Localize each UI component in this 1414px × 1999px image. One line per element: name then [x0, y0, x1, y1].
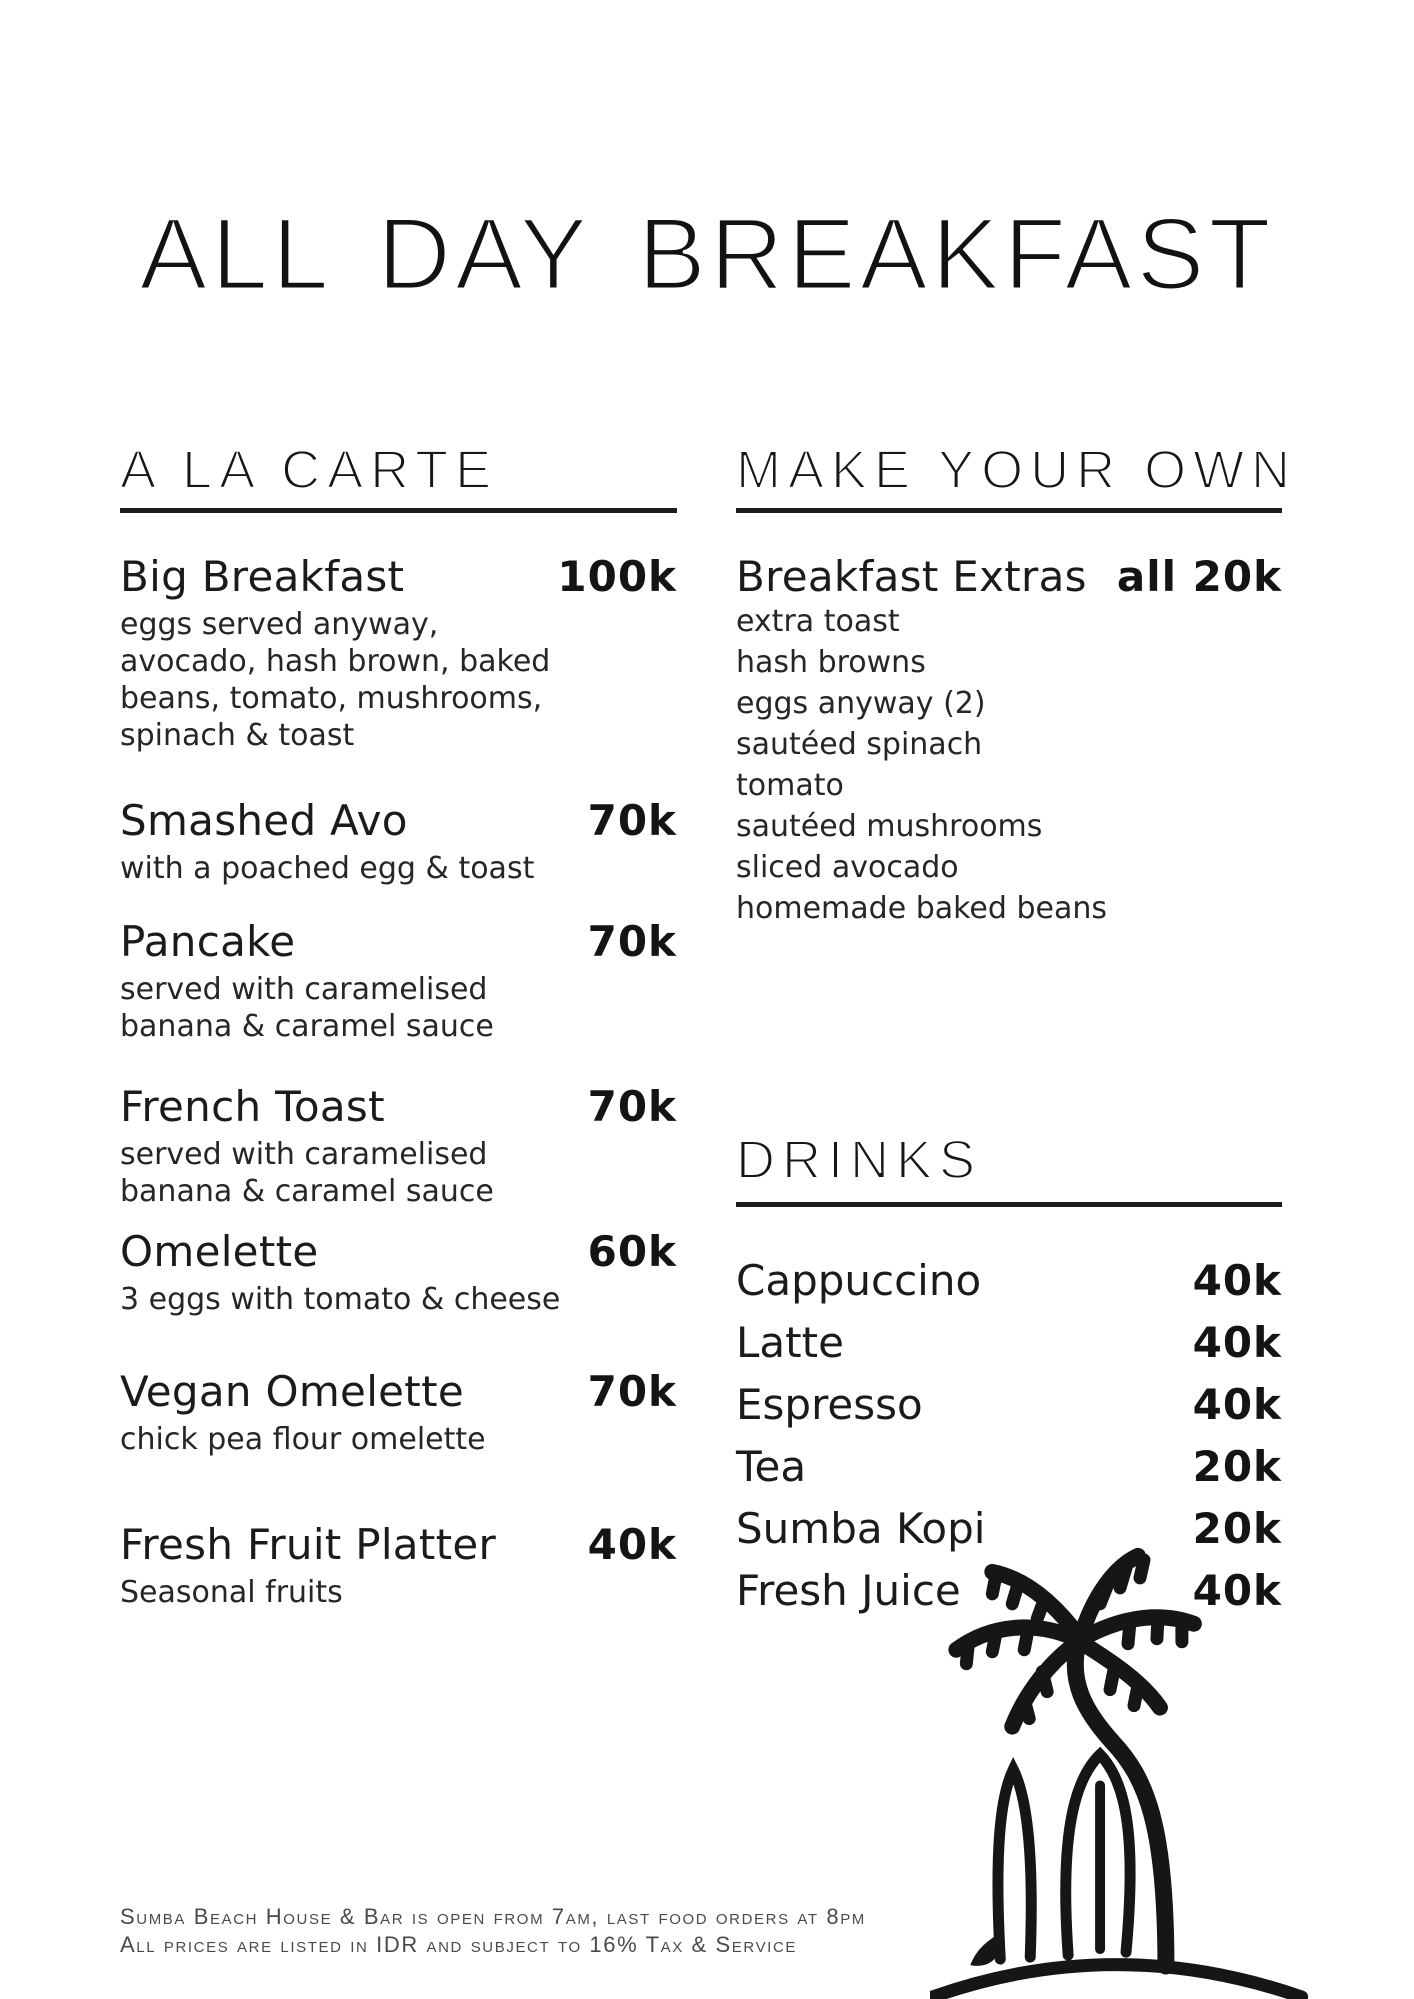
- drink-name: Sumba Kopi: [736, 1504, 986, 1553]
- section-heading-a-la-carte: A LA CARTE: [120, 440, 499, 500]
- item-name: Omelette: [120, 1227, 319, 1276]
- item-name: Big Breakfast: [120, 552, 405, 601]
- item-description: [120, 1421, 677, 1458]
- item-name: Fresh Fruit Platter: [120, 1520, 497, 1569]
- extras-list-item: sliced avocado: [736, 850, 959, 885]
- footer-line-hours: Sumba Beach House & Bar is open from 7am, last food orders at 8pm: [120, 1904, 866, 1929]
- item-price: 60k: [587, 1227, 677, 1276]
- extras-list-item: extra toast: [736, 604, 900, 639]
- menu-item-smashed-avo: [120, 795, 677, 887]
- section-divider: [120, 508, 677, 513]
- item-price: 40k: [587, 1520, 677, 1569]
- item-description: [120, 1136, 677, 1210]
- item-desc-line: beans, tomato, mushrooms,: [120, 681, 543, 716]
- item-name: Vegan Omelette: [120, 1367, 464, 1416]
- menu-item-vegan-omelette: [120, 1366, 677, 1458]
- menu-item-breakfast-extras: [736, 551, 1282, 603]
- item-name: French Toast: [120, 1082, 385, 1131]
- item-description: [120, 850, 677, 887]
- section-divider: [736, 508, 1282, 513]
- item-desc-line: served with caramelised: [120, 972, 488, 1007]
- drink-price: 40k: [1192, 1256, 1282, 1305]
- item-desc-line: 3 eggs with tomato & cheese: [120, 1282, 561, 1317]
- drink-row: [736, 1312, 1282, 1374]
- palm-tree-surfboards-icon: [930, 1520, 1340, 1999]
- item-name: Pancake: [120, 917, 296, 966]
- menu-item-omelette: [120, 1226, 677, 1318]
- item-name: Breakfast Extras: [736, 552, 1087, 601]
- footer-line-prices: All prices are listed in IDR and subject to 16% Tax & Service: [120, 1932, 797, 1957]
- item-row: [120, 795, 677, 847]
- drink-price: 20k: [1192, 1504, 1282, 1553]
- item-desc-line: avocado, hash brown, baked: [120, 644, 551, 679]
- item-desc-line: eggs served anyway,: [120, 607, 439, 642]
- item-price: 100k: [557, 552, 677, 601]
- extras-list-item: eggs anyway (2): [736, 686, 986, 721]
- section-divider: [736, 1202, 1282, 1207]
- drink-name: Latte: [736, 1318, 844, 1367]
- drink-name: Cappuccino: [736, 1256, 982, 1305]
- menu-item-french-toast: [120, 1081, 677, 1210]
- menu-item-big-breakfast: [120, 551, 677, 754]
- item-description: [120, 971, 677, 1045]
- extras-list-item: hash browns: [736, 645, 926, 680]
- item-row: [120, 1519, 677, 1571]
- drink-name: Fresh Juice: [736, 1566, 961, 1615]
- item-desc-line: chick pea flour omelette: [120, 1422, 486, 1457]
- page-title: ALL DAY BREAKFAST: [139, 197, 1275, 311]
- drink-price: 40k: [1192, 1380, 1282, 1429]
- footer-note: [120, 1903, 866, 1959]
- item-row: [120, 1226, 677, 1278]
- item-desc-line: with a poached egg & toast: [120, 851, 535, 886]
- drink-row: [736, 1250, 1282, 1312]
- item-price: 70k: [587, 917, 677, 966]
- item-desc-line: banana & caramel sauce: [120, 1174, 494, 1209]
- extras-list-item: sautéed spinach: [736, 727, 983, 762]
- drink-name: Espresso: [736, 1380, 923, 1429]
- item-row: [120, 916, 677, 968]
- item-price: 70k: [587, 1082, 677, 1131]
- drink-price: 40k: [1192, 1566, 1282, 1615]
- item-description: [120, 606, 677, 754]
- section-heading-drinks: DRINKS: [736, 1130, 983, 1190]
- drink-row: [736, 1374, 1282, 1436]
- item-price: 70k: [587, 1367, 677, 1416]
- extras-list-item: homemade baked beans: [736, 891, 1107, 926]
- item-description: [120, 1281, 677, 1318]
- item-description: [120, 1574, 677, 1611]
- item-name: Smashed Avo: [120, 796, 408, 845]
- breakfast-extras-list: [736, 601, 1282, 929]
- item-row: [120, 551, 677, 603]
- extras-list-item: sautéed mushrooms: [736, 809, 1043, 844]
- item-row: [120, 1081, 677, 1133]
- item-row: [736, 551, 1282, 603]
- section-heading-make-your-own: MAKE YOUR OWN: [736, 440, 1298, 500]
- item-desc-line: spinach & toast: [120, 718, 355, 753]
- item-price: all 20k: [1116, 552, 1282, 601]
- item-desc-line: served with caramelised: [120, 1137, 488, 1172]
- drink-price: 40k: [1192, 1318, 1282, 1367]
- extras-list-item: tomato: [736, 768, 844, 803]
- item-desc-line: Seasonal fruits: [120, 1575, 343, 1610]
- item-row: [120, 1366, 677, 1418]
- item-price: 70k: [587, 796, 677, 845]
- menu-item-pancake: [120, 916, 677, 1045]
- menu-item-fresh-fruit-platter: [120, 1519, 677, 1611]
- drink-price: 20k: [1192, 1442, 1282, 1491]
- item-desc-line: banana & caramel sauce: [120, 1009, 494, 1044]
- drink-name: Tea: [736, 1442, 807, 1491]
- drink-row: [736, 1436, 1282, 1498]
